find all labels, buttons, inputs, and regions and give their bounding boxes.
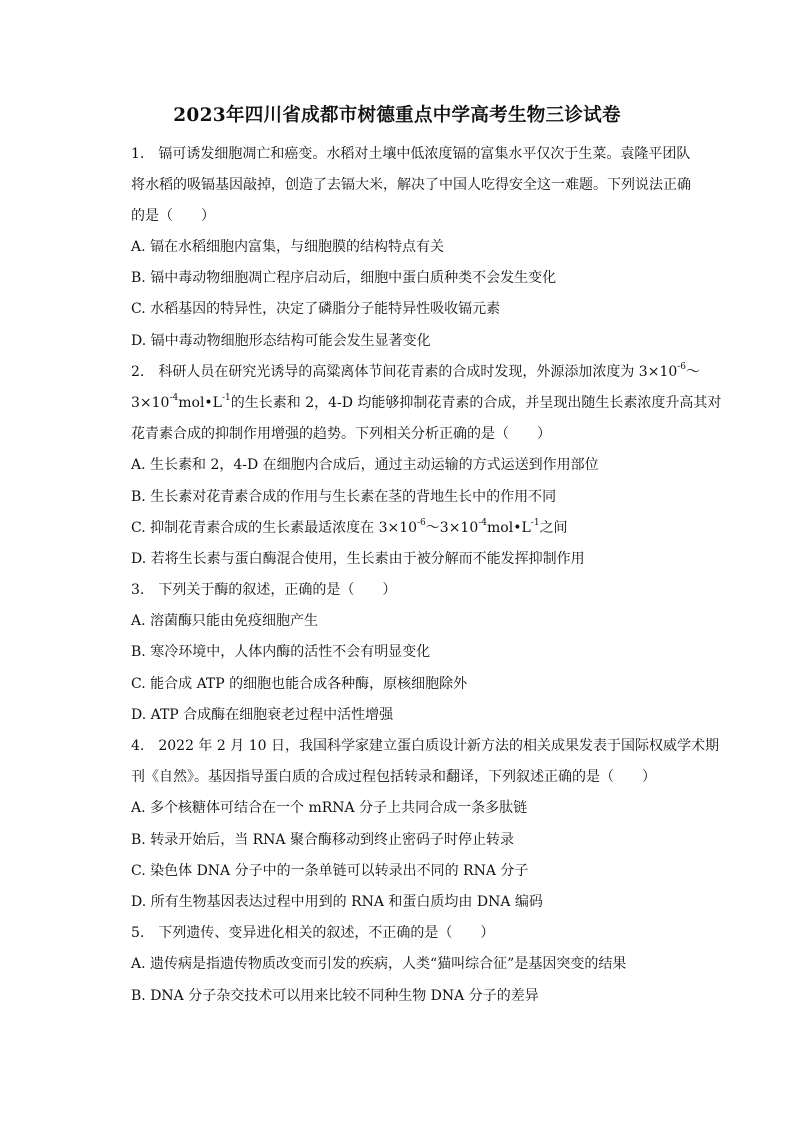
question-3-option-c: C. 能合成 ATP 的细胞也能合成各种酶，原核细胞除外	[131, 676, 468, 692]
q2-line1-end: ～	[686, 364, 701, 380]
question-2-stem-line-1	[131, 362, 701, 382]
q2-optc-a: C. 抑制花青素合成的生长素最适浓度在 3×10	[131, 520, 418, 536]
question-1-stem-line-1: 1. 镉可诱发细胞凋亡和癌变。水稻对土壤中低浓度镉的富集水平仅次于生菜。袁隆平团队	[131, 146, 691, 162]
question-1-stem-line-2: 将水稻的吸镉基因敲掉，创造了去镉大米，解决了中国人吃得安全这一难题。下列说法正确	[131, 177, 691, 193]
q2-optc-sup2: -4	[478, 518, 488, 529]
q2-line2-sup2: -1	[221, 393, 231, 404]
q2-optc-b: ～3×10	[425, 520, 479, 536]
question-4-stem-line-1: 4. 2022 年 2 月 10 日，我国科学家建立蛋白质设计新方法的相关成果发表于国际权威学术期	[131, 738, 719, 754]
question-5-option-a: A. 遗传病是指遗传物质改变而引发的疾病，人类“猫叫综合征”是基因突变的结果	[131, 956, 627, 972]
question-3-option-d: D. ATP 合成酶在细胞衰老过程中活性增强	[131, 707, 394, 723]
question-1-option-d: D. 镉中毒动物细胞形态结构可能会发生显著变化	[131, 333, 431, 349]
question-3-option-b: B. 寒冷环境中，人体内酶的活性不会有明显变化	[131, 644, 431, 660]
question-1-option-b: B. 镉中毒动物细胞凋亡程序启动后，细胞中蛋白质种类不会发生变化	[131, 270, 557, 286]
question-2-option-d: D. 若将生长素与蛋白酶混合使用，生长素由于被分解而不能发挥抑制作用	[131, 551, 585, 567]
question-1-stem-line-3: 的是（ ）	[131, 208, 215, 224]
q2-optc-c: mol•L	[487, 520, 531, 536]
question-3-option-a: A. 溶菌酶只能由免疫细胞产生	[131, 613, 319, 629]
question-2-option-a: A. 生长素和 2，4-D 在细胞内合成后，通过主动运输的方式运送到作用部位	[131, 457, 599, 473]
question-1-option-c: C. 水稻基因的特异性，决定了磷脂分子能特异性吸收镉元素	[131, 301, 501, 317]
question-5-stem: 5. 下列遗传、变异进化相关的叙述，不正确的是（ ）	[131, 925, 495, 941]
q2-optc-sup3: -1	[530, 518, 540, 529]
q2-line2-b: mol•L	[178, 395, 222, 411]
question-3-stem: 3. 下列关于酶的叙述，正确的是（ ）	[131, 582, 397, 598]
page-title: 2023年四川省成都市树德重点中学高考生物三诊试卷	[173, 105, 621, 126]
q2-line2-c: 的生长素和 2，4-D 均能够抑制花青素的合成，并呈现出随生长素浓度升高其对	[230, 395, 722, 411]
question-1-option-a: A. 镉在水稻细胞内富集，与细胞膜的结构特点有关	[131, 239, 445, 255]
q2-line1-sup: -6	[677, 362, 687, 373]
q2-optc-sup1: -6	[417, 518, 426, 529]
question-4-option-c: C. 染色体 DNA 分子中的一条单链可以转录出不同的 RNA 分子	[131, 863, 529, 879]
question-4-option-d: D. 所有生物基因表达过程中用到的 RNA 和蛋白质均由 DNA 编码	[131, 894, 543, 910]
question-2-option-c	[131, 518, 691, 538]
question-5-option-b: B. DNA 分子杂交技术可以用来比较不同种生物 DNA 分子的差异	[131, 988, 539, 1004]
question-2-stem-line-3: 花青素合成的抑制作用增强的趋势。下列相关分析正确的是（ ）	[131, 426, 551, 442]
q2-line2-a: 3×10	[131, 395, 170, 411]
question-4-option-a: A. 多个核糖体可结合在一个 mRNA 分子上共同合成一条多肽链	[131, 800, 528, 816]
q2-line2-sup1: -4	[169, 393, 179, 404]
q2-line1-text: 2. 科研人员在研究光诱导的高粱离体节间花青素的合成时发现，外源添加浓度为 3×10	[131, 364, 678, 380]
question-4-stem-line-2: 刊《自然》。基因指导蛋白质的合成过程包括转录和翻译，下列叙述正确的是（ ）	[131, 769, 656, 785]
q2-optc-d: 之间	[539, 520, 568, 536]
question-2-option-b: B. 生长素对花青素合成的作用与生长素在茎的背地生长中的作用不同	[131, 489, 557, 505]
question-4-option-b: B. 转录开始后，当 RNA 聚合酶移动到终止密码子时停止转录	[131, 832, 514, 848]
question-2-stem-line-2	[131, 393, 722, 413]
